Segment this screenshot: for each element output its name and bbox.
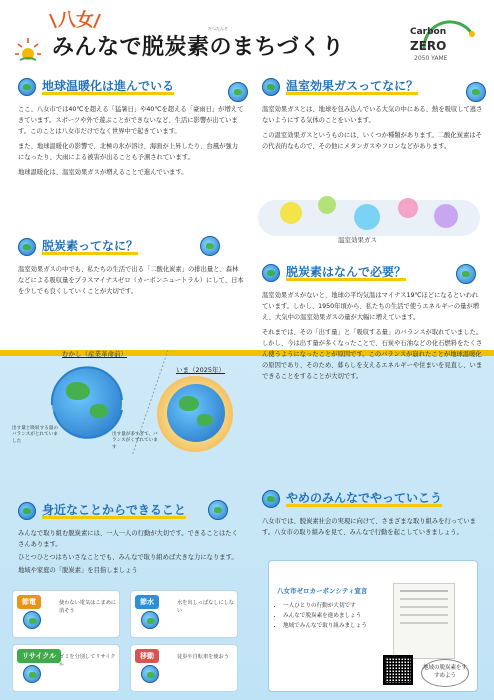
globe-character-icon	[141, 665, 159, 683]
paragraph: ここ、八女市では40℃を超える「猛暑日」や40℃を超える「豪雨日」が増えてきています。スポーツや外で遊ぶことができないなど、生活に影響が出ています。このことは八女市だけでなく世界中で起きています。	[18, 106, 244, 136]
speech-bubble: 地域の脱炭素をすすめよう	[421, 659, 469, 687]
paragraph: この温室効果ガスというものには、いくつか種類があります。二酸化炭素はその代表的なもので、その他にメタンガスやフロンなどがあります。	[262, 132, 482, 151]
declaration-title: 八女市ゼロカーボンシティ宣言	[277, 587, 368, 595]
now-earth-icon	[167, 384, 225, 442]
globe-icon	[18, 238, 36, 256]
section-title: やめのみんなでやっていこう	[286, 491, 443, 506]
action-cards	[12, 590, 242, 694]
zero-text: ZERO	[410, 39, 447, 53]
gas-character-icon	[318, 196, 336, 214]
section-greenhouse	[262, 76, 484, 152]
section-decarb	[18, 236, 244, 297]
zero-carbon-declaration-box	[268, 560, 478, 692]
globe-icon	[18, 502, 36, 520]
paragraph: また、地球温暖化の影響で、北極の氷が溶け、海面が上昇したり、台風が強力になったり、大雨による被害が出ることも予測されています。	[18, 143, 239, 162]
greenhouse-gas-illustration	[258, 190, 480, 248]
list-item: • みんなで脱炭素を進めましょう	[283, 611, 383, 621]
card-tag: 節水	[135, 595, 159, 609]
globe-icon	[262, 490, 280, 508]
card-text: 徒歩や自転車を使おう	[177, 654, 229, 660]
paragraph: みんなで取り組む脱炭素には、一人一人の行動が大切です。できることはたくさんあります。	[18, 530, 238, 549]
section-title: 温室効果ガスってなに？	[286, 79, 419, 94]
card-text: 使わない電気はこまめに消そう	[59, 600, 117, 615]
card-tag: 節電	[17, 595, 41, 609]
globe-icon	[262, 264, 280, 282]
section-yame-action	[262, 488, 484, 538]
section-title: 脱炭素ってなに？	[42, 239, 139, 254]
paragraph: 温室効果ガスとは、地球を包み込んでいる大気の中にある、熱を吸収して逃さないようにする気体のことをいいます。	[262, 106, 483, 125]
yame-label: 八女	[58, 10, 94, 31]
now-label: いま（2025年）	[176, 366, 226, 374]
section-heading	[262, 262, 484, 284]
globe-character-icon	[141, 611, 159, 629]
card-transport	[130, 644, 238, 692]
section-heading	[262, 488, 484, 510]
globe-character-icon	[23, 665, 41, 683]
section-heading	[262, 76, 484, 98]
section-why	[262, 262, 484, 382]
card-tag: リサイクル	[17, 649, 61, 663]
sun-icon	[14, 36, 42, 64]
page-title: みんなで脱炭素のまちづくり	[52, 35, 345, 60]
paragraph: ひとつひとつはちいさなことでも、みんなで取り組めば大きな力になります。	[18, 554, 238, 562]
paragraph: 地域や家庭の「脱炭素」を目指しましょう	[18, 567, 138, 575]
carbon-text: Carbon	[410, 27, 447, 37]
card-recycle	[12, 644, 120, 692]
declaration-list	[283, 601, 383, 631]
section-heading	[18, 500, 244, 522]
paragraph: 地球温暖化は、温室効果ガスが増えることで進んでいます。	[18, 169, 188, 177]
globe-icon	[262, 78, 280, 96]
declaration-document-image	[393, 583, 455, 659]
gas-character-icon	[354, 204, 380, 230]
section-heading	[18, 76, 244, 98]
paragraph: 八女市では、脱炭素社会の実現に向けて、さまざまな取り組みを行っています。八女市の取り組みを見て、みんなで行動を起こしていきましょう。	[262, 518, 476, 537]
gas-character-icon	[398, 198, 418, 218]
card-tag: 移動	[135, 649, 159, 663]
section-title: 地球温暖化は進んでいる	[42, 79, 175, 94]
section-heading	[18, 236, 244, 258]
page-header	[0, 0, 494, 66]
card-text: ゴミを分別してリサイクル	[59, 654, 116, 669]
yame-2050-text: 2050 YAME	[414, 55, 448, 62]
card-text: 水を出しっぱなしにしない	[177, 600, 235, 615]
paragraph: 温室効果ガスの中でも、私たちの生活で出る「二酸化炭素」の排出量と、森林などによる吸収量をプラスマイナスゼロ（カーボンニュートラル）にして、日本を少しでも良くしていくことが大切です。	[18, 266, 244, 296]
title-ruby: だつたんそ	[208, 26, 228, 31]
past-caption: 出す量と吸収する量のバランスがとれていました	[12, 426, 58, 444]
list-item: • 一人ひとりの行動が大切です	[283, 601, 383, 611]
gas-label: 温室効果ガス	[338, 236, 377, 244]
now-caption: 出す量が多すぎて、バランスがくずれています	[112, 432, 158, 450]
past-label: むかし（産業革命前）	[62, 350, 127, 358]
globe-icon	[18, 78, 36, 96]
paragraph: それまでは、その「出す量」と「吸収する量」のバランスが取れていました。しかし、今は出す量が多くなったことで、石炭や石油などの化石燃料をたくさん使うようになったことが原因です。このバランスが崩れたことが地球温暖化の原因であり、そのため、暮らしを支えるエネルギーや住まいを見直し、いまできることをすることが大切です。	[262, 329, 483, 381]
carbon-zero-logo	[410, 18, 486, 70]
section-actions	[18, 500, 244, 576]
balance-diagram	[12, 348, 240, 458]
gas-character-icon	[280, 202, 302, 224]
qr-code-icon[interactable]	[383, 655, 413, 685]
globe-character-icon	[23, 611, 41, 629]
section-title: 身近なことからできること	[42, 503, 186, 518]
card-save-water	[130, 590, 238, 638]
section-warming	[18, 76, 244, 178]
gas-character-icon	[434, 204, 458, 228]
section-title: 脱炭素はなんで必要？	[286, 265, 407, 280]
list-item: • 地域でみんなで取り組みましょう	[283, 621, 383, 631]
card-save-power	[12, 590, 120, 638]
paragraph: 温室効果ガスがないと、地球の平均気温はマイナス19℃ほどになるといわれています。しかし、1950年頃から、私たちの生活で使うエネルギーの量が増え、大気中の温室効果ガスの量が大幅に増えています。	[262, 292, 480, 322]
